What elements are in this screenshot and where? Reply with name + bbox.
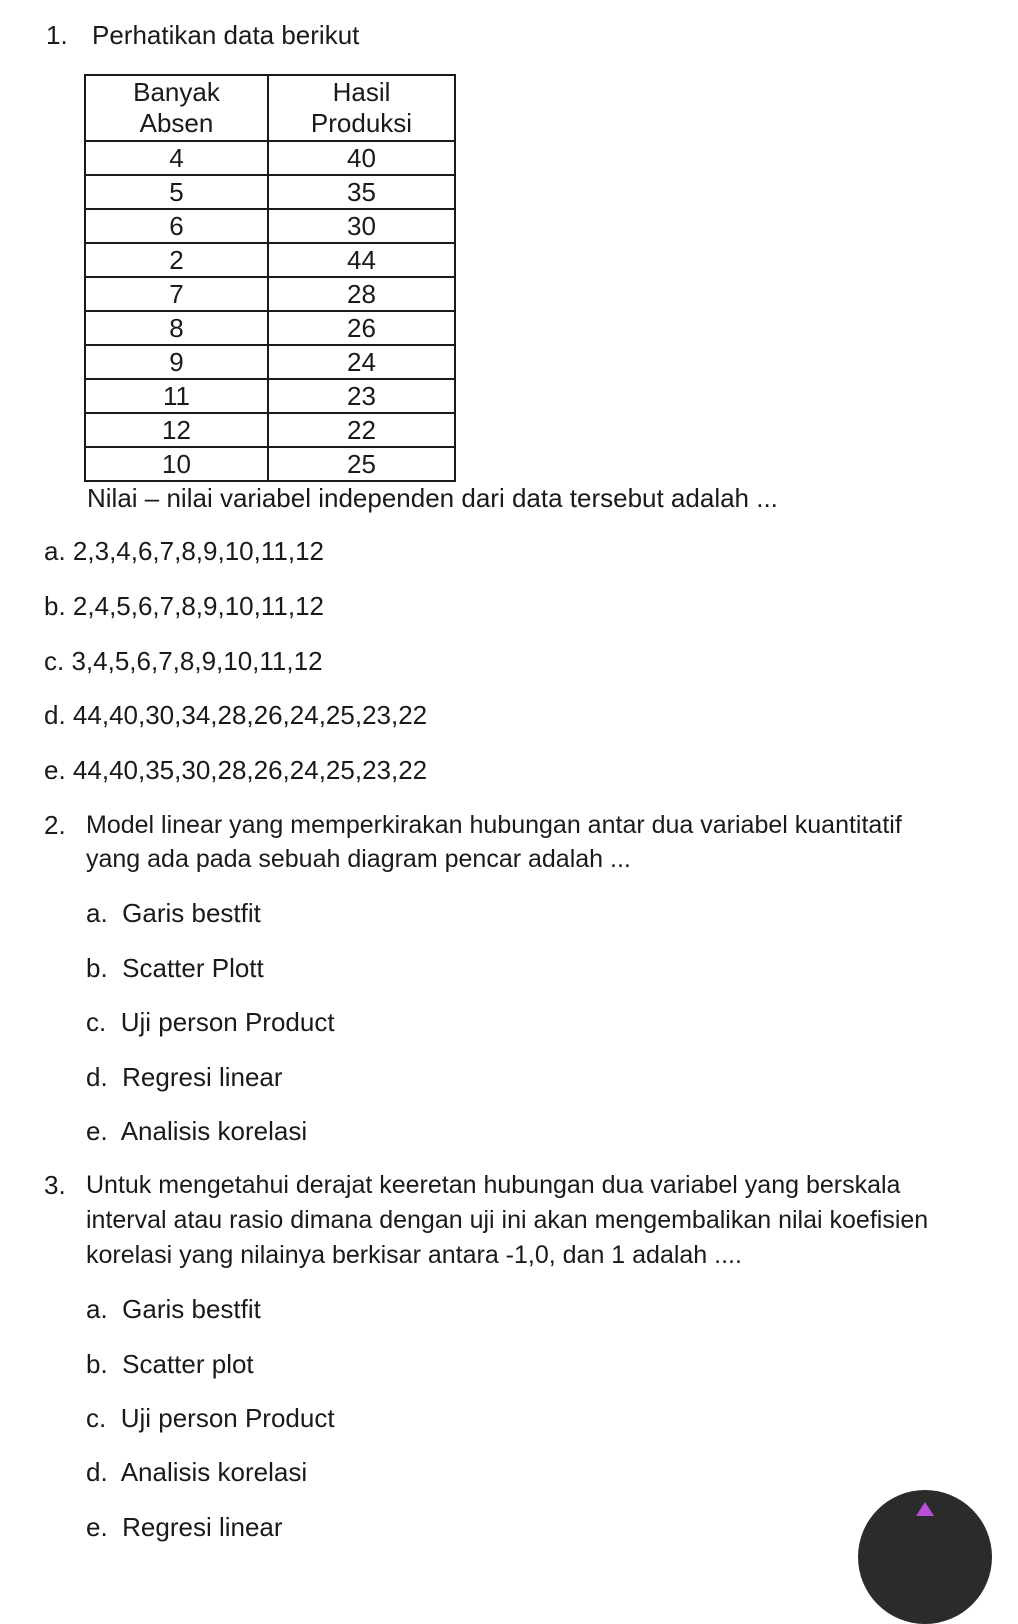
table-cell: 23 — [268, 379, 455, 413]
table-cell: 5 — [85, 175, 268, 209]
option-text: Uji person Product — [120, 1403, 335, 1433]
option-text: Analisis korelasi — [120, 1116, 308, 1146]
table-cell: 44 — [268, 243, 455, 277]
table-cell: 2 — [85, 243, 268, 277]
option-text: Scatter plot — [122, 1349, 254, 1379]
q1-question: Nilai – nilai variabel independen dari data tersebut adalah ... — [87, 483, 778, 513]
table-cell: 25 — [268, 447, 455, 481]
option-letter: c. — [44, 646, 65, 676]
option-letter: d. — [44, 700, 66, 730]
q2-option-d[interactable] — [86, 1062, 283, 1092]
q2-question-line-1: Model linear yang memperkirakan hubungan antar dua variabel kuantitatif — [86, 811, 902, 839]
q2-option-b[interactable] — [86, 953, 264, 983]
header-text: Hasil Produksi — [310, 77, 413, 138]
q3-option-b[interactable] — [86, 1349, 254, 1379]
q3-question-line-3: korelasi yang nilainya berkisar antara -1,0, dan 1 adalah .... — [86, 1241, 742, 1269]
option-text: 2,3,4,6,7,8,9,10,11,12 — [72, 536, 324, 566]
table-row — [85, 175, 455, 209]
q2-option-e[interactable] — [86, 1116, 307, 1146]
option-text: Garis bestfit — [122, 898, 261, 928]
q3-option-a[interactable] — [86, 1294, 261, 1324]
q2-number: 2. — [44, 810, 66, 840]
option-letter: d. — [86, 1062, 108, 1092]
option-letter: b. — [86, 953, 108, 983]
table-cell: 35 — [268, 175, 455, 209]
q1-option-e[interactable] — [44, 755, 427, 785]
table-row — [85, 379, 455, 413]
q3-question-line-1: Untuk mengetahui derajat keeretan hubungan dua variabel yang berskala — [86, 1171, 901, 1199]
table-cell: 30 — [268, 209, 455, 243]
option-text: Garis bestfit — [122, 1294, 261, 1324]
header-text: Banyak Absen — [133, 77, 220, 138]
q1-option-b[interactable] — [44, 591, 324, 621]
table-row — [85, 447, 455, 481]
table-cell: 24 — [268, 345, 455, 379]
table-cell: 26 — [268, 311, 455, 345]
q3-question-line-2: interval atau rasio dimana dengan uji ini akan mengembalikan nilai koefisien — [86, 1206, 929, 1234]
table-row — [85, 413, 455, 447]
q1-option-d[interactable] — [44, 700, 427, 730]
q3-option-e[interactable] — [86, 1512, 283, 1542]
app-logo-icon — [916, 1502, 934, 1516]
q3-option-d[interactable] — [86, 1457, 307, 1487]
table-header-row — [85, 75, 455, 141]
option-text: 2,4,5,6,7,8,9,10,11,12 — [72, 591, 324, 621]
table-cell: 6 — [85, 209, 268, 243]
q3-option-c[interactable] — [86, 1403, 335, 1433]
table-cell: 9 — [85, 345, 268, 379]
table-row — [85, 311, 455, 345]
table-row — [85, 277, 455, 311]
table-row — [85, 243, 455, 277]
table-header-hasil-produksi — [268, 75, 455, 141]
option-letter: e. — [86, 1116, 108, 1146]
q2-option-c[interactable] — [86, 1007, 335, 1037]
option-text: Regresi linear — [122, 1062, 283, 1092]
option-text: 44,40,35,30,28,26,24,25,23,22 — [72, 755, 428, 785]
option-text: 44,40,30,34,28,26,24,25,23,22 — [72, 700, 428, 730]
option-letter: e. — [86, 1512, 108, 1542]
option-letter: b. — [44, 591, 66, 621]
option-letter: a. — [86, 1294, 108, 1324]
q1-number: 1. — [46, 20, 68, 50]
option-letter: a. — [86, 898, 108, 928]
option-text: Scatter Plott — [122, 953, 264, 983]
option-text: Analisis korelasi — [120, 1457, 308, 1487]
table-cell: 40 — [268, 141, 455, 175]
table-cell: 4 — [85, 141, 268, 175]
option-letter: d. — [86, 1457, 108, 1487]
q1-data-table — [84, 74, 456, 482]
q1-option-c[interactable] — [44, 646, 323, 676]
table-row — [85, 345, 455, 379]
table-cell: 28 — [268, 277, 455, 311]
q2-option-a[interactable] — [86, 898, 261, 928]
table-row — [85, 141, 455, 175]
table-header-banyak-absen — [85, 75, 268, 141]
table-row — [85, 209, 455, 243]
table-cell: 8 — [85, 311, 268, 345]
table-cell: 11 — [85, 379, 268, 413]
floating-action-button[interactable] — [858, 1490, 992, 1624]
option-letter: c. — [86, 1403, 107, 1433]
option-letter: b. — [86, 1349, 108, 1379]
option-letter: c. — [86, 1007, 107, 1037]
option-letter: e. — [44, 755, 66, 785]
q1-prompt: Perhatikan data berikut — [92, 20, 360, 50]
option-letter: a. — [44, 536, 66, 566]
table-cell: 7 — [85, 277, 268, 311]
option-text: Uji person Product — [120, 1007, 335, 1037]
q3-number: 3. — [44, 1170, 66, 1200]
table-cell: 10 — [85, 447, 268, 481]
table-cell: 22 — [268, 413, 455, 447]
q2-question-line-2: yang ada pada sebuah diagram pencar adalah ... — [86, 845, 631, 873]
table-cell: 12 — [85, 413, 268, 447]
option-text: 3,4,5,6,7,8,9,10,11,12 — [71, 646, 323, 676]
option-text: Regresi linear — [122, 1512, 283, 1542]
q1-option-a[interactable] — [44, 536, 324, 566]
